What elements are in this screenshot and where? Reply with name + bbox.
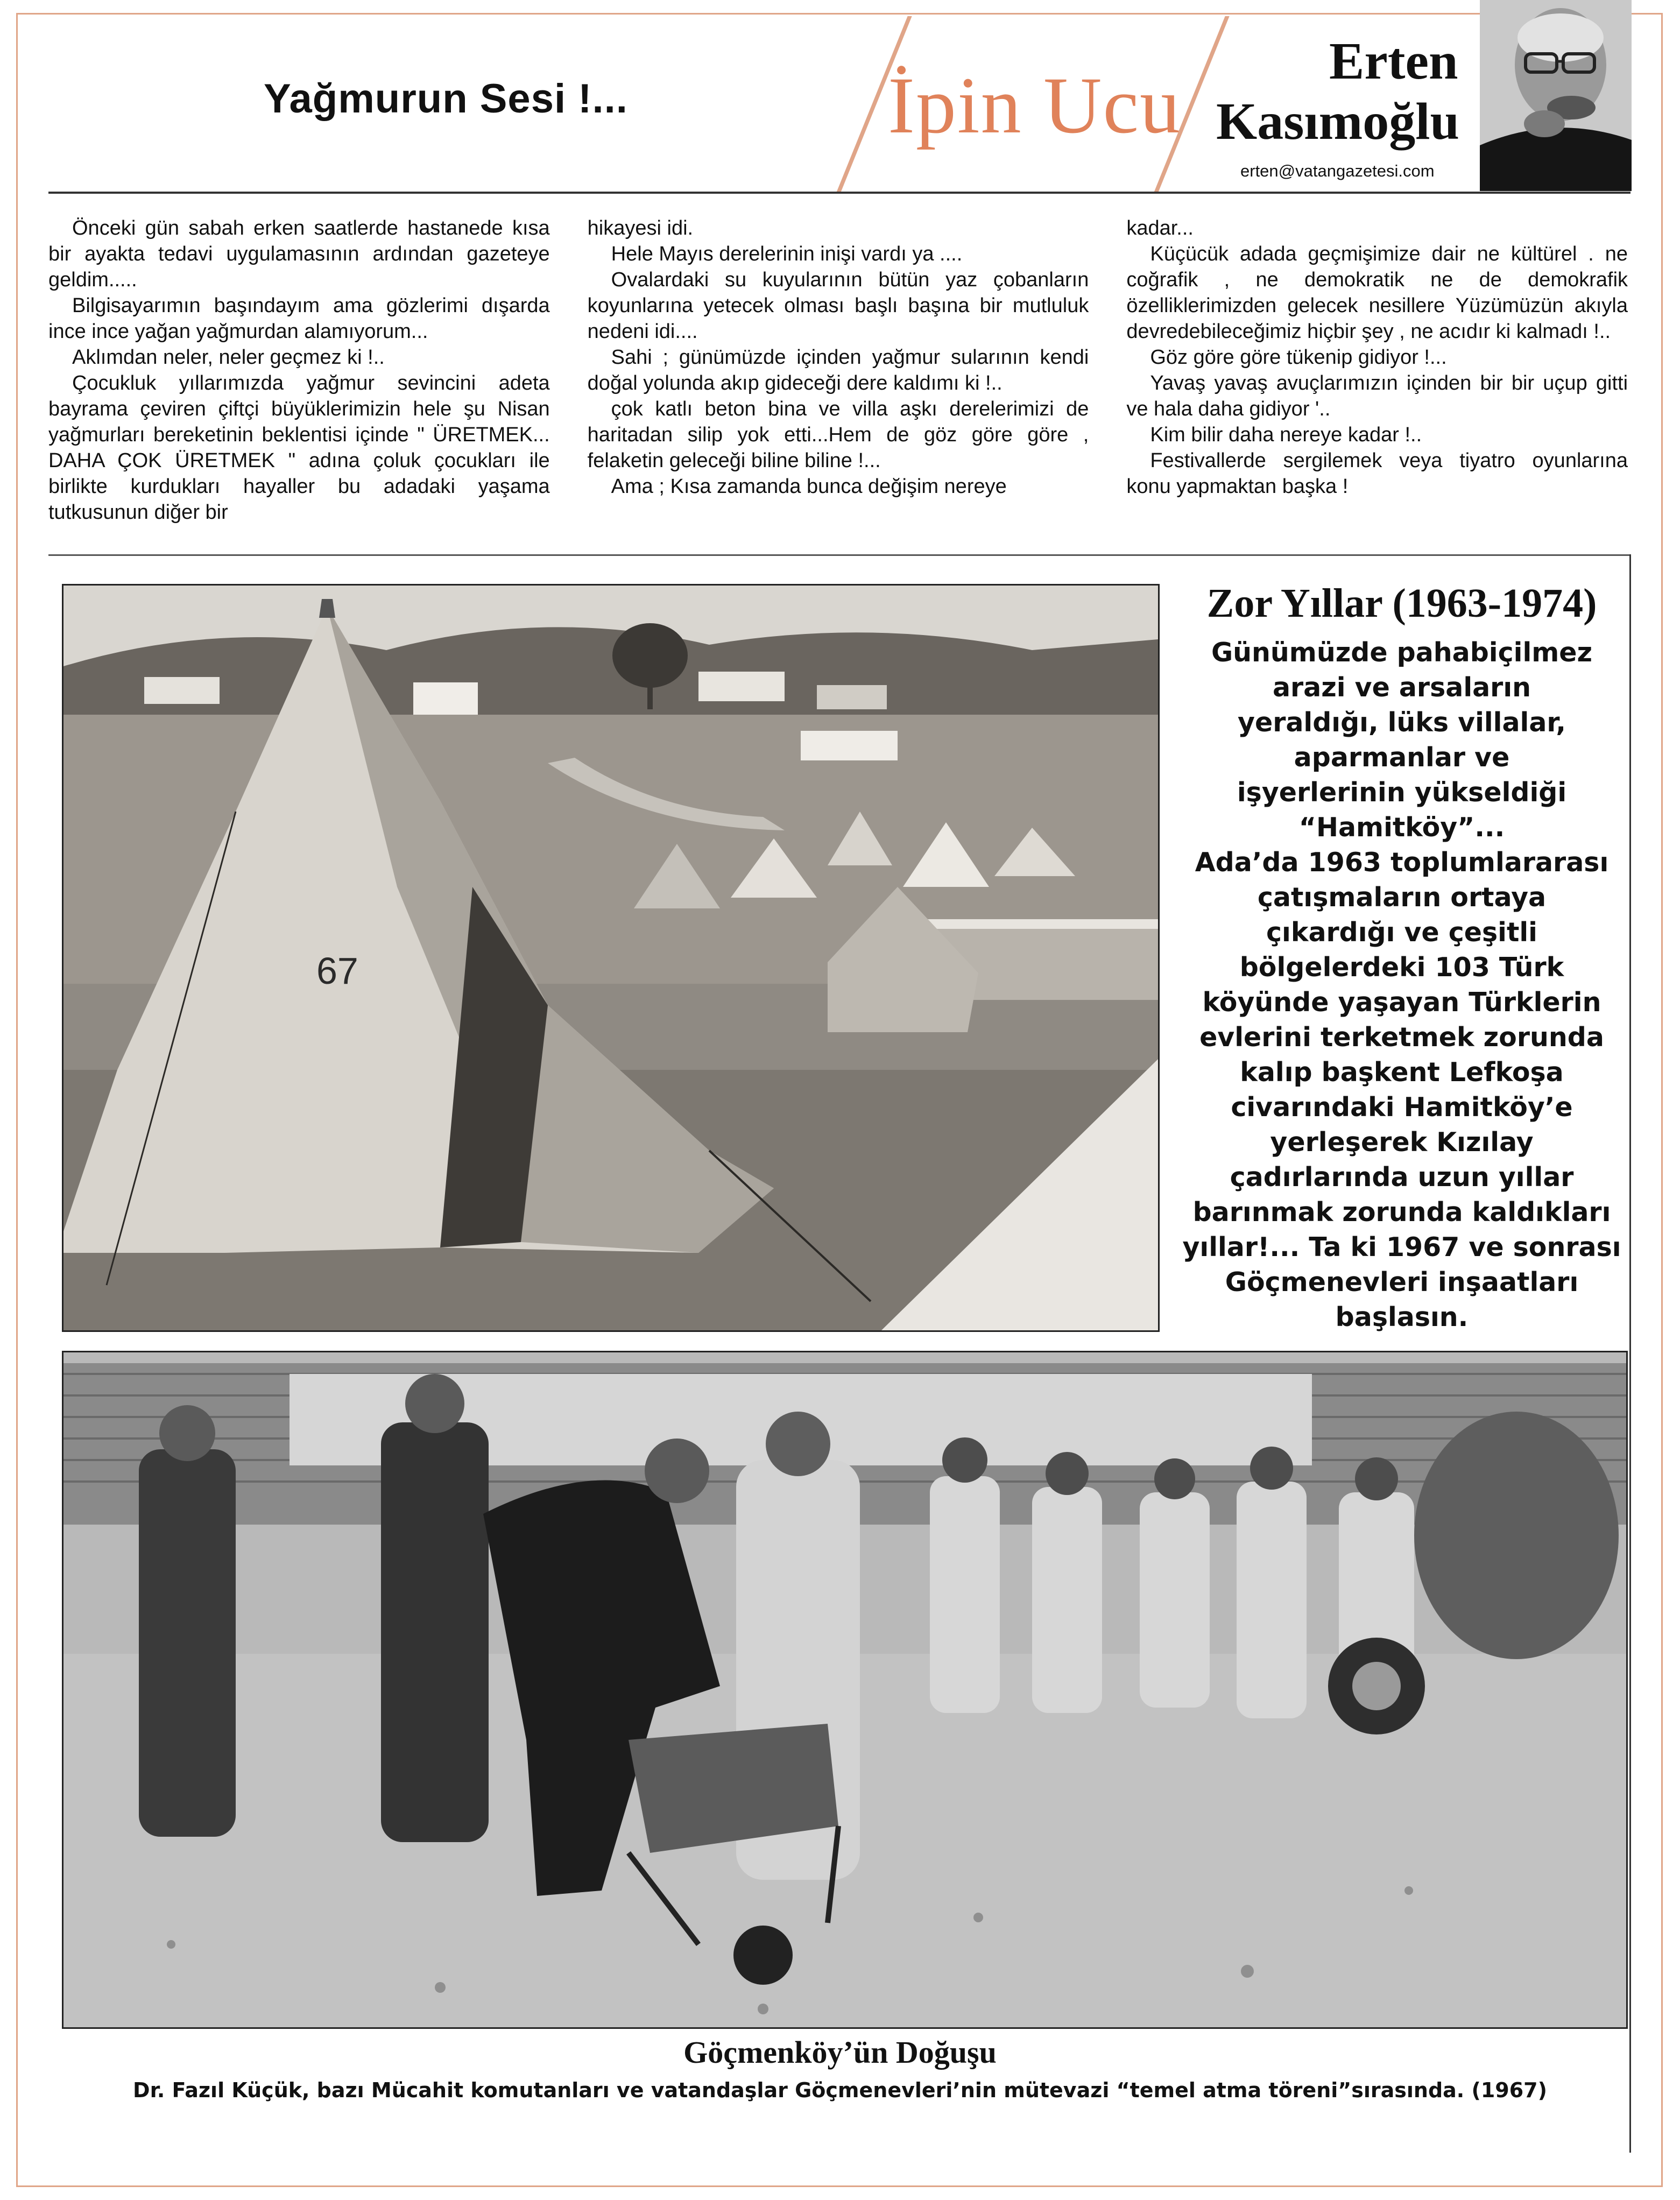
paragraph: Festivallerde sergilemek veya tiyatro oyunlarına konu yapmaktan başka ! xyxy=(1126,449,1628,498)
paragraph: Ama ; Kısa zamanda bunca değişim nereye xyxy=(611,475,1007,498)
foundation-ceremony-illustration xyxy=(63,1352,1626,2027)
column-name: İpin Ucu xyxy=(888,61,1182,150)
paragraph: Ovalardaki su kuyularının bütün yaz çobanların koyunlarına yetecek olması başlı başına bir mutluluk nedeni idi.... xyxy=(587,269,1089,343)
section-divider xyxy=(48,554,1630,556)
paragraph: Bilgisayarımın başındayım ama gözlerimi dışarda ince ince yağan yağmurdan alamıyorum... xyxy=(48,294,550,343)
tent-camp-photo xyxy=(62,584,1160,1332)
author-first-name: Erten xyxy=(1329,32,1458,90)
paragraph: hikayesi idi. xyxy=(587,217,694,239)
article-body xyxy=(48,215,1628,549)
paragraph: kadar... xyxy=(1126,217,1194,239)
paragraph: Küçücük adada geçmişimize dair ne kültürel . ne coğrafik , ne demokratik ne de demokrafik özelliklerimizden gelecek nesillere Yüzümüzün akıyla devredebileceğimiz hiçbir şey , ne acıdır ki kalmadı !.. xyxy=(1126,243,1628,343)
author-last-name: Kasımoğlu xyxy=(1216,93,1459,151)
paragraph: Yavaş yavaş avuçlarımızın içinden bir bir uçup gitti ve hala daha gidiyor '.. xyxy=(1126,372,1628,420)
header xyxy=(0,0,1680,199)
article-column-2 xyxy=(588,215,1089,549)
header-rule xyxy=(48,192,1630,194)
foundation-ceremony-photo xyxy=(62,1351,1628,2029)
tent-camp-illustration xyxy=(63,586,1158,1330)
paragraph: Aklımdan neler, neler geçmez ki !.. xyxy=(72,346,385,369)
sidebar-text: Günümüzde pahabiçilmez arazi ve arsaların yeraldığı, lüks villalar, aparmanlar ve işyerlerinin yükseldiği “Hamitköy”... Ada’da 1963 toplumlararası çatışmaların ortaya çıkardığı ve çeşitli bölgelerdeki 103 Türk köyünde yaşayan Türklerin evlerini terketmek zorunda kalıp başkent Lefkoşa civarındaki Hamitköy’e yerleşerek Kızılay çadırlarında uzun yıllar barınmak zorunda kaldıkları yıllar!... Ta ki 1967 ve sonrası Göçmenevleri inşaatları başlasın. xyxy=(1182,637,1621,1332)
paragraph: Çocukluk yıllarımızda yağmur sevincini adeta bayrama çeviren çiftçi büyüklerimizin hele şu Nisan yağmurları bereketinin beklentisi içinde " ÜRETMEK... DAHA ÇOK ÜRETMEK " adına çoluk çocukları ile birlikte kurdukları hayaller bu adadaki yaşama tutkusunun diğer bir xyxy=(48,372,550,524)
photo-caption-text: Dr. Fazıl Küçük, bazı Mücahit komutanları ve vatandaşlar Göçmenevleri’nin mütevazi “temel atma töreni”sırasında. (1967) xyxy=(133,2078,1547,2102)
tent-marking: 67 xyxy=(316,950,358,992)
paragraph: Önceki gün sabah erken saatlerde hastanede kısa bir ayakta tedavi uygulamasının ardından gazeteye geldim..... xyxy=(48,217,550,291)
paragraph: Sahi ; günümüzde içinden yağmur sularının kendi doğal yolunda akıp gideceği dere kaldımı ki !.. xyxy=(587,346,1089,394)
column-divider xyxy=(1629,554,1631,2153)
paragraph: Kim bilir daha nereye kadar !.. xyxy=(1150,424,1422,446)
sidebar-title: Zor Yıllar (1963-1974) xyxy=(1206,581,1597,626)
author-portrait-icon xyxy=(1480,0,1632,191)
paragraph: çok katlı beton bina ve villa aşkı derelerimizi de haritadan silip yok etti...Hem de göz göre göre , felaketin geleceği biline biline !... xyxy=(587,398,1089,472)
author-photo xyxy=(1480,0,1632,191)
article-column-1 xyxy=(48,215,550,549)
paragraph: Göz göre göre tükenip gidiyor !... xyxy=(1150,346,1447,369)
author-email[interactable]: erten@vatangazetesi.com xyxy=(1240,161,1435,180)
paragraph: Hele Mayıs derelerinin inişi vardı ya .... xyxy=(611,243,963,265)
article-column-3 xyxy=(1126,215,1628,549)
photo-caption-title: Göçmenköy’ün Doğuşu xyxy=(683,2035,997,2070)
article-title: Yağmurun Sesi !... xyxy=(264,76,628,122)
